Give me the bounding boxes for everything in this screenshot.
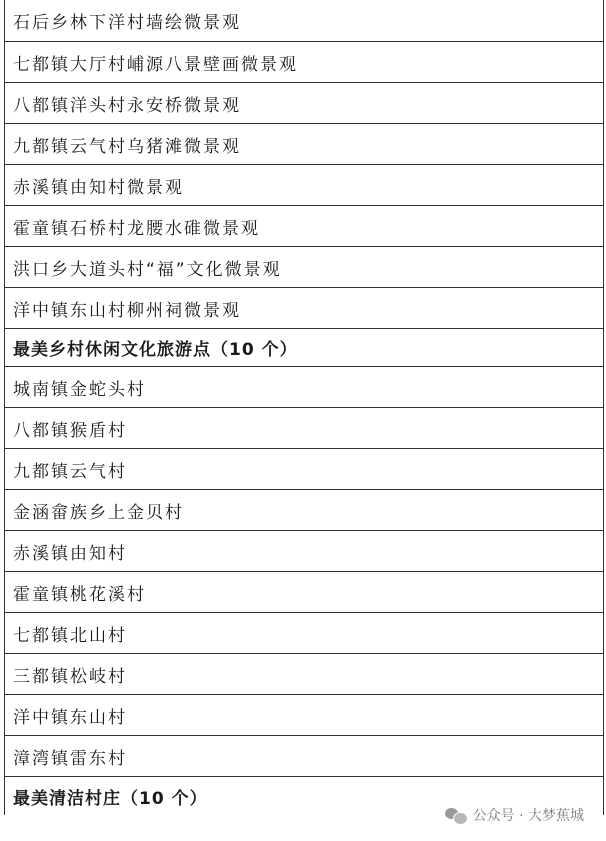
table-row <box>5 367 603 408</box>
row-text: 洋中镇东山村柳州祠微景观 <box>13 300 241 321</box>
table-row <box>5 42 603 83</box>
section-heading-tourism <box>5 329 603 367</box>
table-row <box>5 83 603 124</box>
row-text: 三都镇松岐村 <box>13 666 127 687</box>
row-text: 霍童镇石桥村龙腰水碓微景观 <box>13 218 260 239</box>
row-text: 九都镇云气村 <box>13 461 127 482</box>
row-text: 八都镇洋头村永安桥微景观 <box>13 95 241 116</box>
row-text: 七都镇大厅村峬源八景壁画微景观 <box>13 54 298 75</box>
table-row <box>5 695 603 736</box>
row-text: 城南镇金蛇头村 <box>13 379 146 400</box>
row-text: 赤溪镇由知村 <box>13 543 127 564</box>
table-row <box>5 613 603 654</box>
document-table <box>4 0 604 815</box>
table-row <box>5 572 603 613</box>
row-text: 赤溪镇由知村微景观 <box>13 177 184 198</box>
section-title: 最美清洁村庄（10 个） <box>13 788 208 809</box>
table-row <box>5 654 603 695</box>
table-row <box>5 531 603 572</box>
table-row <box>5 408 603 449</box>
row-text: 石后乡林下洋村墙绘微景观 <box>13 13 241 33</box>
watermark <box>441 803 588 827</box>
row-text: 漳湾镇雷东村 <box>13 748 127 769</box>
row-text: 七都镇北山村 <box>13 625 127 646</box>
table-row <box>5 736 603 777</box>
table-row <box>5 165 603 206</box>
table-row <box>5 288 603 329</box>
wechat-icon <box>445 806 467 824</box>
section-title: 最美乡村休闲文化旅游点（10 个） <box>13 340 298 360</box>
row-text: 洪口乡大道头村“福”文化微景观 <box>13 259 282 280</box>
watermark-text: 公众号 · 大梦蕉城 <box>472 808 584 824</box>
table-row <box>5 124 603 165</box>
table-row <box>5 206 603 247</box>
row-text: 霍童镇桃花溪村 <box>13 584 146 605</box>
table-row <box>5 0 603 42</box>
row-text: 九都镇云气村乌猪滩微景观 <box>13 136 241 157</box>
row-text: 八都镇猴盾村 <box>13 420 127 441</box>
table-row <box>5 490 603 531</box>
row-text: 金涵畲族乡上金贝村 <box>13 502 184 523</box>
table-row <box>5 449 603 490</box>
row-text: 洋中镇东山村 <box>13 707 127 728</box>
table-row <box>5 247 603 288</box>
